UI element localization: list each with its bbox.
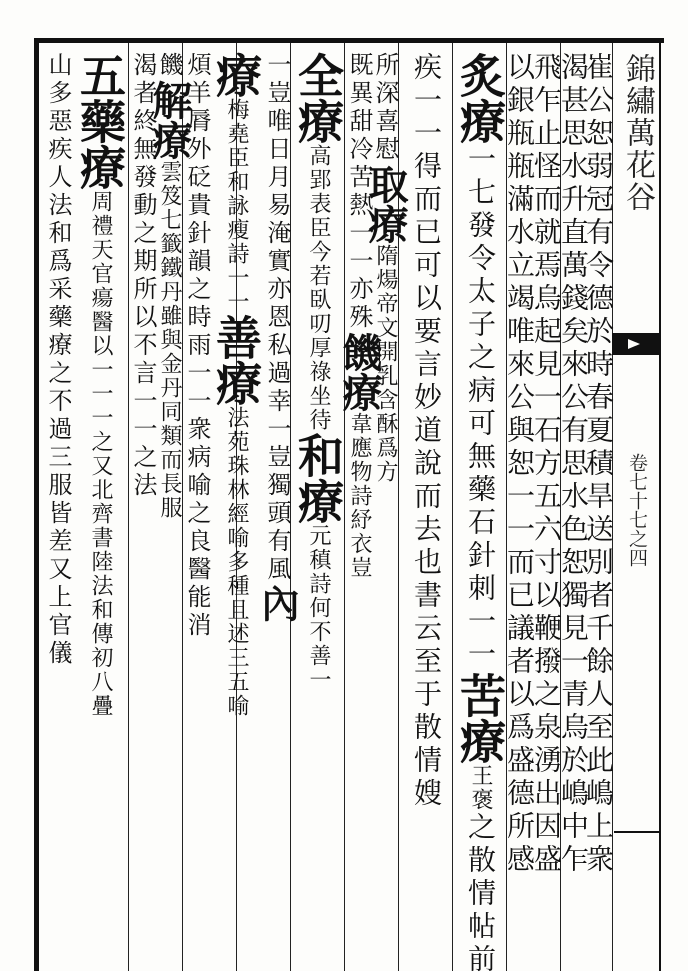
text-segment: 渴者終無發動之期所以不言一一之法	[129, 52, 157, 500]
text-segment: 疾一一得而已可以要言妙道說而去也	[410, 52, 443, 580]
text-column	[557, 52, 590, 957]
text-segment: 所深喜慰	[371, 52, 399, 164]
entry-heading: 內	[255, 584, 300, 622]
text-segment: 既異甜冷苦熱一一亦殊	[345, 52, 373, 332]
text-column	[210, 52, 262, 957]
text-segment: 一七發令太子之病可無藥石針刺一一	[464, 144, 497, 672]
text-segment: 一豈唯日月易淹實亦恩私過幸	[263, 52, 291, 416]
text-segment: 饑	[155, 52, 183, 80]
text-segment: 書云至于散情嫂	[410, 580, 443, 811]
entry-heading: 饑療	[336, 332, 383, 412]
entry-heading: 苦療	[453, 672, 507, 764]
text-segment: 之散情帖前	[464, 812, 497, 977]
volume-label: 卷七十七之四	[626, 453, 648, 567]
source-note: 元稹詩何不善一	[306, 524, 331, 692]
text-segment: 山多惡疾人法和爲采藥療之不過三服皆差又上官儀	[44, 52, 72, 668]
text-segment: 崔公恕弱冠有令德於時春夏積旱送別者千餘人至此嶋上衆	[582, 52, 615, 877]
text-column	[336, 52, 383, 957]
text-segment: 煩羊脣外砭貴針韻	[183, 52, 211, 276]
frame-right-border	[659, 38, 661, 971]
entry-heading: 解療	[146, 80, 193, 160]
source-note: 周禮天官瘍醫以一一一之又北齊書陸法和傳初八疊	[88, 190, 113, 718]
text-column	[346, 700, 347, 701]
page-gutter	[612, 43, 659, 971]
entry-heading: 炙療	[453, 52, 507, 144]
text-column	[255, 52, 300, 957]
entry-heading: 療	[209, 52, 263, 98]
source-note: 高郢表臣今若臥叨厚祿坐待	[306, 144, 331, 432]
text-segment: 一豈獨頭有風	[263, 416, 291, 584]
text-column	[44, 52, 72, 957]
source-note: 雲笈七籤鐵丹雖與金丹同類而長服	[157, 160, 182, 520]
text-column	[453, 52, 507, 977]
source-note: 韋應物詩紓衣豈	[347, 412, 372, 580]
entry-heading: 全療	[291, 52, 345, 144]
book-title: 錦繡萬花谷	[620, 53, 655, 213]
text-segment: 渴甚思水升直萬錢矣來公有思水色恕獨見一青烏於嶋中乍	[557, 52, 590, 877]
text-segment: 飛乍止怪而就焉烏起見一石方五六寸以鞭撥之泉湧出因盛	[530, 52, 563, 877]
entry-heading: 五藥療	[73, 52, 127, 190]
text-column	[530, 52, 563, 957]
text-column	[292, 52, 344, 957]
frame-left-border	[34, 38, 39, 971]
entry-heading: 取療	[362, 164, 409, 244]
gutter-mark	[614, 831, 659, 833]
column-rule	[452, 43, 453, 971]
text-column	[503, 52, 536, 957]
text-column	[362, 52, 409, 957]
entry-heading: 善療	[209, 314, 263, 406]
text-column	[146, 52, 193, 957]
text-segment: 之時雨一一衆病喻之良醫能消	[183, 276, 211, 640]
text-column	[130, 52, 156, 957]
fish-tail-mark	[612, 333, 659, 355]
text-column	[184, 52, 210, 957]
text-segment	[346, 700, 347, 728]
entry-heading: 和療	[291, 432, 345, 524]
text-column	[74, 52, 126, 957]
text-segment: 以銀瓶瓶滿水立竭唯來公與恕一一而已議者以爲盛德所感	[503, 52, 536, 877]
source-note: 王褒	[468, 764, 493, 812]
source-note: 梅堯臣和詠瘦詩一一	[224, 98, 249, 314]
source-note: 隋煬帝文開乳含酥爲方	[373, 244, 398, 484]
source-note: 法苑珠林經喻多種且述三五喻	[224, 406, 249, 718]
